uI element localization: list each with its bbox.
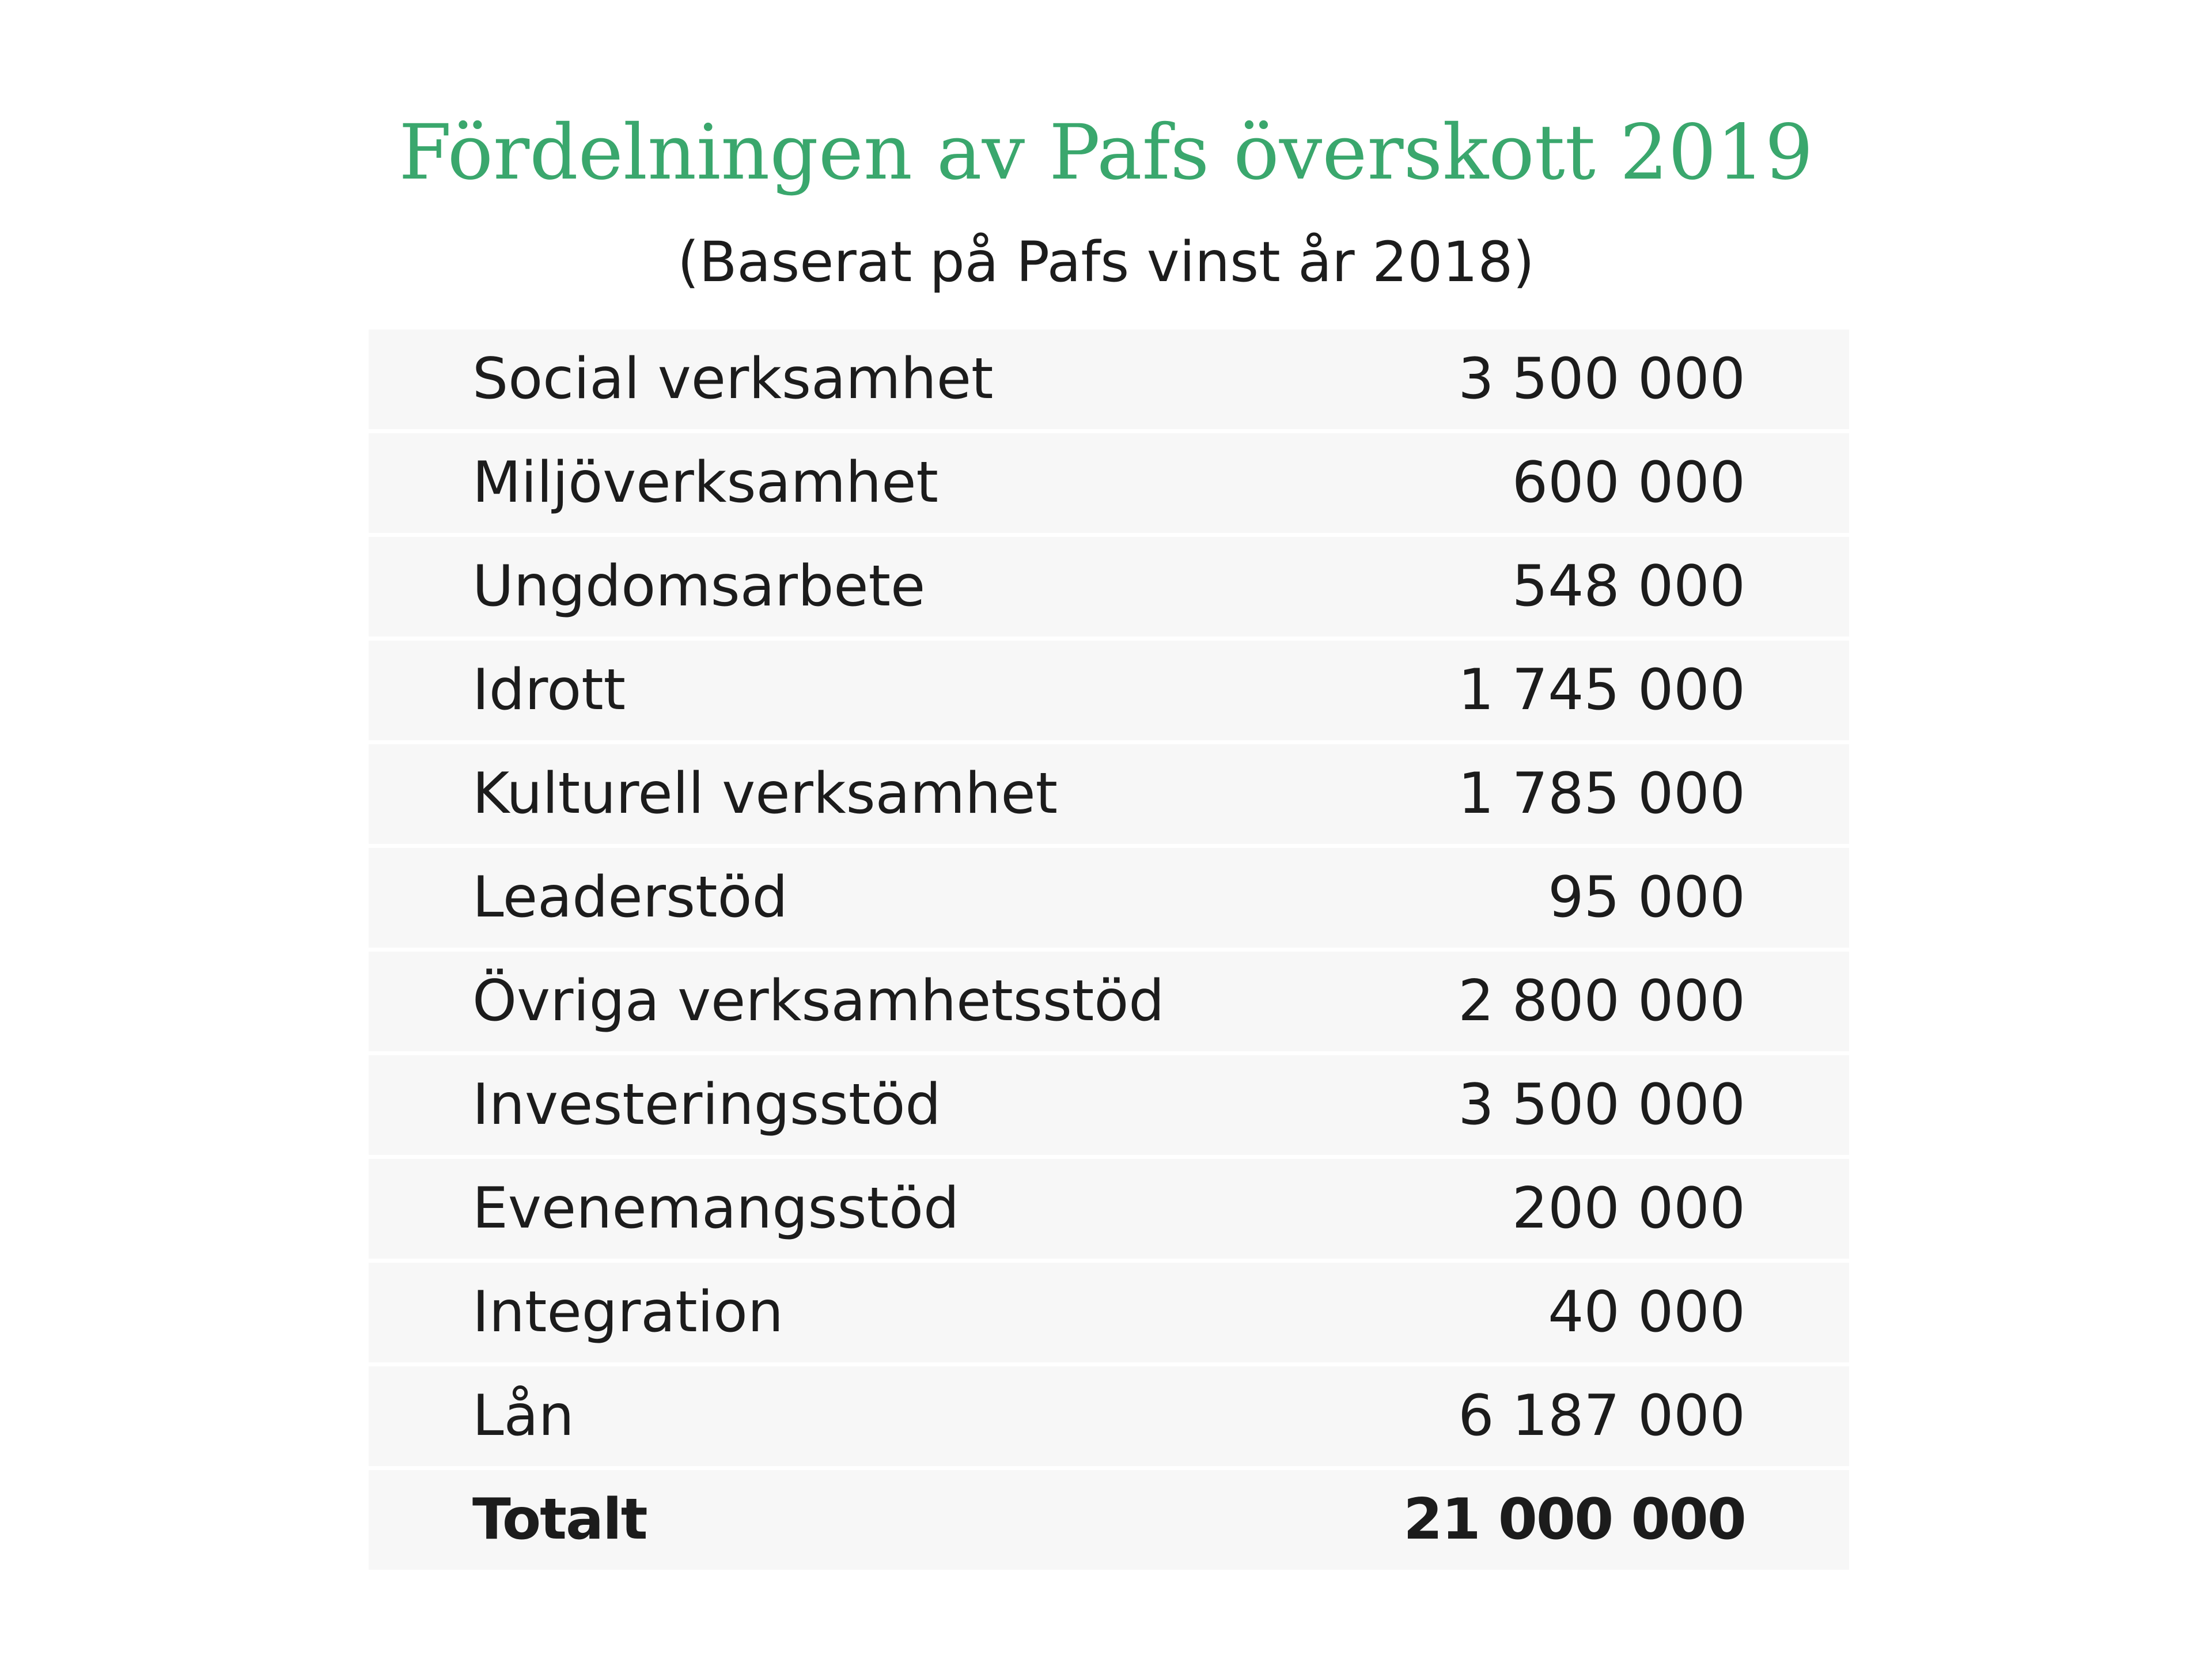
row-value: 3 500 000 <box>1458 346 1745 412</box>
table-row <box>369 1366 1849 1470</box>
total-row <box>369 1470 1849 1574</box>
total-value: 21 000 000 <box>1403 1487 1745 1552</box>
table-row <box>369 537 1849 641</box>
table-row <box>369 1159 1849 1263</box>
row-label: Miljöverksamhet <box>472 450 938 516</box>
row-label: Social verksamhet <box>472 346 994 412</box>
chart-subtitle: (Baserat på Pafs vinst år 2018) <box>677 230 1535 294</box>
table-row <box>369 433 1849 537</box>
row-value: 2 800 000 <box>1458 968 1745 1034</box>
row-label: Kulturell verksamhet <box>472 761 1058 827</box>
allocation-table <box>369 329 1849 1574</box>
row-label: Lån <box>472 1383 574 1449</box>
table-row <box>369 641 1849 744</box>
row-label: Leaderstöd <box>472 865 788 930</box>
row-value: 600 000 <box>1512 450 1745 516</box>
row-label: Ungdomsarbete <box>472 554 926 619</box>
chart-title: Fördelningen av Pafs överskott 2019 <box>399 108 1813 197</box>
row-value: 3 500 000 <box>1458 1072 1745 1138</box>
table-row <box>369 952 1849 1055</box>
row-label: Investeringsstöd <box>472 1072 941 1138</box>
row-value: 6 187 000 <box>1458 1383 1745 1449</box>
table-row <box>369 329 1849 433</box>
table-row <box>369 848 1849 952</box>
table-row <box>369 1263 1849 1366</box>
table-row <box>369 1055 1849 1159</box>
row-value: 200 000 <box>1512 1176 1745 1241</box>
row-value: 95 000 <box>1548 865 1745 930</box>
row-label: Evenemangsstöd <box>472 1176 960 1241</box>
row-label: Integration <box>472 1279 784 1345</box>
row-label: Idrott <box>472 657 626 723</box>
row-value: 40 000 <box>1548 1279 1745 1345</box>
row-value: 548 000 <box>1512 554 1745 619</box>
row-label: Övriga verksamhetsstöd <box>472 968 1165 1034</box>
total-label: Totalt <box>472 1487 647 1552</box>
table-row <box>369 744 1849 848</box>
row-value: 1 745 000 <box>1458 657 1745 723</box>
row-value: 1 785 000 <box>1458 761 1745 827</box>
